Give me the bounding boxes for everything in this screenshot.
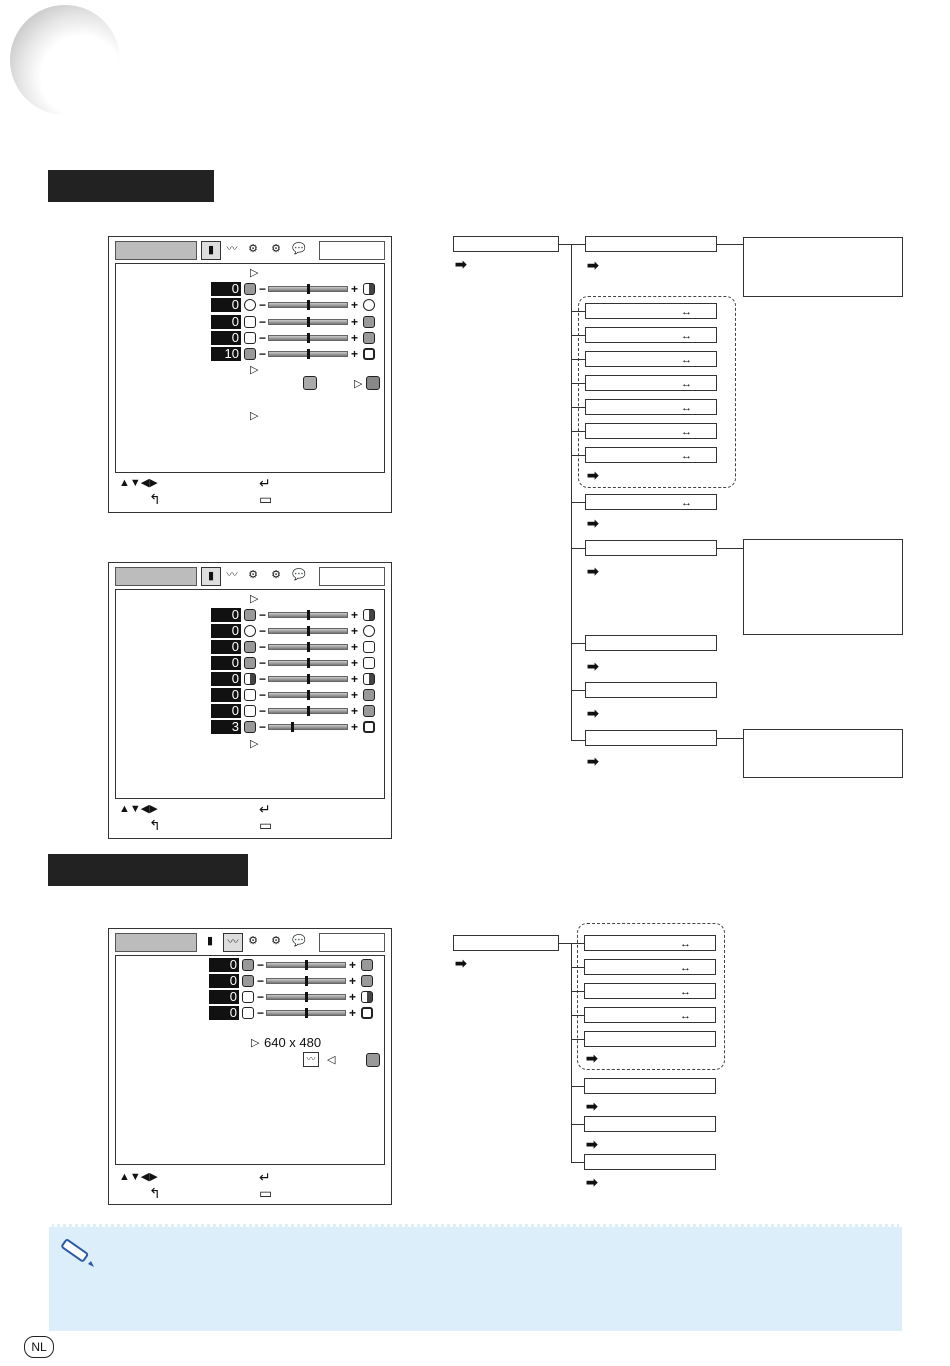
value-display: 0 [211, 282, 241, 296]
minus-sign: − [259, 315, 267, 329]
tint-high-icon [363, 657, 375, 669]
slider-bar[interactable] [268, 676, 348, 682]
arrow-icon: ➡ [455, 955, 467, 971]
red-high-icon [363, 689, 375, 701]
slider-knob[interactable] [305, 1008, 308, 1018]
bright-high-icon [363, 299, 375, 311]
back-icon: ↰ [149, 817, 161, 833]
arrow-icon: ➡ [455, 256, 467, 272]
osd-panel-picture-1 [108, 236, 392, 513]
enter-icon: ↵ [259, 801, 271, 817]
slider-knob[interactable] [305, 960, 308, 970]
connector [717, 548, 743, 549]
swap-icon: ↔ [681, 378, 692, 390]
adjust-row[interactable] [211, 688, 387, 702]
minus-sign: − [259, 347, 267, 361]
tree-item-box[interactable] [585, 423, 717, 439]
contrast-low-icon [244, 609, 256, 621]
slider-knob[interactable] [307, 658, 310, 668]
slider-knob[interactable] [291, 722, 294, 732]
osd-content-area [115, 263, 385, 473]
minus-sign: − [257, 990, 265, 1004]
nav-arrows-icon: ▲▼◀▶ [119, 477, 158, 489]
sync-tab-icon[interactable]: 〰 [223, 933, 243, 952]
slider-knob[interactable] [307, 349, 310, 359]
section-bar-picture [48, 170, 214, 202]
slider-bar[interactable] [268, 302, 348, 308]
slider-bar[interactable] [266, 962, 346, 968]
osd-input-box [319, 933, 385, 952]
language-tab-icon[interactable]: 💬 [292, 569, 306, 581]
enter-icon: ↵ [259, 475, 271, 491]
slider-knob[interactable] [307, 610, 310, 620]
sync-tab-icon[interactable]: 〰 [226, 569, 238, 581]
slider-knob[interactable] [307, 674, 310, 684]
slider-bar[interactable] [268, 628, 348, 634]
connector [571, 1162, 584, 1163]
arrow-icon: ➡ [587, 257, 599, 273]
pointer-icon: ▷ [250, 267, 259, 279]
red-low-icon [244, 316, 256, 328]
tree-item-box[interactable] [585, 730, 717, 746]
plus-sign: + [349, 958, 357, 972]
connector [571, 311, 585, 312]
adjust-row[interactable] [211, 282, 387, 296]
tree-item-box[interactable] [584, 935, 716, 951]
tree-item-box[interactable] [585, 635, 717, 651]
swap-icon: ↔ [681, 306, 692, 318]
connector [571, 740, 585, 741]
arrow-icon: ➡ [587, 705, 599, 721]
slider-knob[interactable] [307, 642, 310, 652]
plus-sign: + [351, 298, 359, 312]
tint-low-icon [244, 657, 256, 669]
slider-bar[interactable] [268, 351, 348, 357]
plus-sign: + [349, 1006, 357, 1020]
connector [571, 991, 584, 992]
tree-item-box[interactable] [585, 399, 717, 415]
slider-bar[interactable] [268, 708, 348, 714]
menu-icon: ▭ [259, 491, 273, 507]
swap-icon: ↔ [681, 450, 692, 462]
connector [571, 335, 585, 336]
description-box [743, 539, 903, 635]
swap-icon: ↔ [681, 402, 692, 414]
minus-sign: − [259, 656, 267, 670]
slider-bar[interactable] [268, 319, 348, 325]
blue-low-icon [244, 705, 256, 717]
slider-knob[interactable] [307, 706, 310, 716]
slider-bar[interactable] [268, 692, 348, 698]
sync-tab-icon[interactable]: 〰 [226, 243, 238, 255]
contrast-low-icon [244, 283, 256, 295]
menu-icon: ▭ [259, 1185, 273, 1201]
left-pointer-icon: ◁ [327, 1054, 336, 1066]
sharp-high-icon [363, 673, 375, 685]
slider-knob[interactable] [307, 284, 310, 294]
pointer-icon: ▷ [250, 738, 259, 750]
connector [717, 738, 743, 739]
blue-high-icon [363, 705, 375, 717]
plus-sign: + [351, 282, 359, 296]
plus-sign: + [351, 720, 359, 734]
tree-trunk [571, 244, 572, 740]
swap-icon: ↔ [681, 354, 692, 366]
minus-sign: − [259, 282, 267, 296]
minus-sign: − [259, 331, 267, 345]
minus-sign: − [259, 624, 267, 638]
section-bar-fine-sync [48, 854, 248, 886]
arrow-icon: ➡ [587, 658, 599, 674]
language-tab-icon[interactable]: 💬 [292, 935, 306, 947]
swap-icon: ↔ [680, 938, 691, 950]
clock-low-icon [242, 959, 254, 971]
sharp-high-icon [363, 348, 375, 360]
tree-root-box [453, 935, 559, 951]
adjust-row[interactable] [211, 331, 387, 345]
arrow-icon: ➡ [586, 1174, 598, 1190]
adjust-row[interactable] [211, 720, 387, 734]
osd-panel-picture-2 [108, 562, 392, 839]
tree-item-box[interactable] [585, 303, 717, 319]
enter-icon: ↵ [259, 1169, 271, 1185]
pencil-icon [58, 1238, 98, 1270]
swap-icon: ↔ [680, 1010, 691, 1022]
connector [571, 548, 585, 549]
hpos-high-icon [361, 991, 373, 1003]
color-high-icon [363, 641, 375, 653]
connector [571, 359, 585, 360]
minus-sign: − [259, 704, 267, 718]
value-display: 0 [211, 624, 241, 638]
adjust-row[interactable] [211, 656, 387, 670]
tree-item-box[interactable] [585, 375, 717, 391]
value-display: 0 [211, 608, 241, 622]
minus-sign: − [257, 974, 265, 988]
slider-bar[interactable] [268, 335, 348, 341]
slider-knob[interactable] [307, 333, 310, 343]
minus-sign: − [259, 672, 267, 686]
pointer-icon: ▷ [250, 593, 259, 605]
connector [571, 1039, 584, 1040]
adjust-row[interactable] [211, 704, 387, 718]
value-display: 0 [211, 640, 241, 654]
value-display: 0 [211, 656, 241, 670]
nav-arrows-icon: ▲▼◀▶ [119, 1171, 158, 1183]
minus-sign: − [259, 688, 267, 702]
value-display: 0 [209, 990, 239, 1004]
options2-tab-icon[interactable]: ⚙ [271, 569, 281, 581]
slider-bar[interactable] [268, 660, 348, 666]
value-display: 0 [211, 315, 241, 329]
progressive-icon [303, 376, 317, 390]
swap-icon: ↔ [680, 986, 691, 998]
plus-sign: + [351, 704, 359, 718]
value-display: 0 [211, 298, 241, 312]
osd-content-area [115, 955, 385, 1165]
vpos-high-icon [361, 1007, 373, 1019]
bright-high-icon [363, 625, 375, 637]
adjust-row[interactable] [209, 1006, 385, 1020]
tree-item-box[interactable] [584, 983, 716, 999]
minus-sign: − [257, 1006, 265, 1020]
plus-sign: + [349, 990, 357, 1004]
tree-root-box [453, 236, 559, 252]
minus-sign: − [259, 608, 267, 622]
value-display: 0 [211, 331, 241, 345]
plus-sign: + [351, 624, 359, 638]
description-box [743, 237, 903, 297]
back-icon: ↰ [149, 491, 161, 507]
adjust-row[interactable] [209, 958, 385, 972]
swap-icon: ↔ [681, 426, 692, 438]
value-display: 3 [211, 720, 241, 734]
contrast-high-icon [363, 283, 375, 295]
value-display: 0 [209, 958, 239, 972]
blue-low-icon [244, 332, 256, 344]
tree-item-box[interactable] [585, 236, 717, 252]
description-box [743, 729, 903, 778]
adjust-row[interactable] [211, 608, 387, 622]
plus-sign: + [351, 331, 359, 345]
connector [571, 383, 585, 384]
value-display: 0 [209, 1006, 239, 1020]
options1-tab-icon[interactable]: ⚙ [248, 935, 258, 947]
options1-tab-icon[interactable]: ⚙ [248, 243, 258, 255]
adjust-row[interactable] [211, 315, 387, 329]
resolution-value: 640 x 480 [264, 1035, 322, 1050]
sharp-high-icon [363, 721, 375, 733]
plus-sign: + [351, 315, 359, 329]
connector [571, 643, 585, 644]
connector [571, 967, 584, 968]
tree-item-box[interactable] [585, 327, 717, 343]
slider-knob[interactable] [307, 690, 310, 700]
swap-icon: ↔ [681, 497, 692, 509]
arrow-icon: ➡ [586, 1136, 598, 1152]
osd-menu-title [115, 241, 197, 260]
tree-trunk [571, 943, 572, 1162]
tree-item-box[interactable] [585, 447, 717, 463]
tree-item-box[interactable] [584, 959, 716, 975]
connector [571, 431, 585, 432]
picture-tab-icon[interactable]: ▮ [201, 567, 221, 586]
red-low-icon [244, 689, 256, 701]
osd-menu-title [115, 933, 197, 952]
value-display: 0 [211, 704, 241, 718]
phase-low-icon [242, 975, 254, 987]
nav-arrows-icon: ▲▼◀▶ [119, 803, 158, 815]
hpos-low-icon [242, 991, 254, 1003]
tree-item-box[interactable] [585, 494, 717, 510]
slider-knob[interactable] [307, 300, 310, 310]
bright-low-icon [244, 625, 256, 637]
adjust-row[interactable] [211, 624, 387, 638]
sharp-low-icon [244, 348, 256, 360]
swap-icon: ↔ [680, 962, 691, 974]
language-tab-icon[interactable]: 💬 [292, 243, 306, 255]
red-high-icon [363, 316, 375, 328]
tree-item-box[interactable] [584, 1116, 716, 1132]
osd-input-box [319, 567, 385, 586]
arrow-icon: ➡ [586, 1050, 598, 1066]
tree-item-box[interactable] [585, 351, 717, 367]
blue-high-icon [363, 332, 375, 344]
progressive-alt-icon [366, 376, 380, 390]
adjust-row[interactable] [211, 672, 387, 686]
connector [571, 1086, 584, 1087]
tree-item-box[interactable] [584, 1031, 716, 1047]
slider-bar[interactable] [266, 994, 346, 1000]
connector [571, 1124, 584, 1125]
pointer-icon: ▷ [354, 378, 363, 390]
bright-low-icon [244, 299, 256, 311]
header-decoration [10, 5, 120, 115]
pointer-icon: ▷ [251, 1037, 260, 1049]
tree-item-box[interactable] [584, 1154, 716, 1170]
connector [717, 244, 743, 245]
arrow-icon: ➡ [586, 1098, 598, 1114]
minus-sign: − [259, 720, 267, 734]
options1-tab-icon[interactable]: ⚙ [248, 569, 258, 581]
osd-panel-fine-sync [108, 928, 392, 1205]
connector [571, 690, 585, 691]
slider-knob[interactable] [305, 992, 308, 1002]
minus-sign: − [259, 640, 267, 654]
plus-sign: + [351, 672, 359, 686]
language-badge: NL [24, 1336, 54, 1358]
plus-sign: + [349, 974, 357, 988]
phase-high-icon [361, 975, 373, 987]
options2-tab-icon[interactable]: ⚙ [271, 243, 281, 255]
contrast-high-icon [363, 609, 375, 621]
osd-input-box [319, 241, 385, 260]
slider-knob[interactable] [307, 626, 310, 636]
menu-icon: ▭ [259, 817, 273, 833]
tree-item-box[interactable] [585, 540, 717, 556]
sync-icon: 〰 [303, 1052, 319, 1067]
arrow-icon: ➡ [587, 563, 599, 579]
sharp-low-icon [244, 673, 256, 685]
arrow-icon: ➡ [587, 467, 599, 483]
osd-content-area [115, 589, 385, 799]
plus-sign: + [351, 347, 359, 361]
swap-icon: ↔ [681, 330, 692, 342]
minus-sign: − [257, 958, 265, 972]
value-display: 0 [209, 974, 239, 988]
adjust-row[interactable] [211, 298, 387, 312]
vpos-low-icon [242, 1007, 254, 1019]
slider-bar[interactable] [268, 724, 348, 730]
arrow-icon: ➡ [587, 753, 599, 769]
value-display: 0 [211, 672, 241, 686]
connector [571, 407, 585, 408]
slider-bar[interactable] [266, 1010, 346, 1016]
connector [559, 244, 585, 245]
plus-sign: + [351, 688, 359, 702]
slider-knob[interactable] [307, 317, 310, 327]
adjust-row[interactable] [209, 990, 385, 1004]
adjust-row[interactable] [209, 974, 385, 988]
picture-tab-icon[interactable]: ▮ [206, 935, 214, 947]
adjust-row[interactable] [211, 640, 387, 654]
options2-tab-icon[interactable]: ⚙ [271, 935, 281, 947]
color-low-icon [244, 641, 256, 653]
plus-sign: + [351, 608, 359, 622]
pointer-icon: ▷ [250, 364, 259, 376]
clock-high-icon [361, 959, 373, 971]
slider-knob[interactable] [305, 976, 308, 986]
tree-item-box[interactable] [584, 1078, 716, 1094]
minus-sign: − [259, 298, 267, 312]
value-display: 0 [211, 688, 241, 702]
back-icon: ↰ [149, 1185, 161, 1201]
plus-sign: + [351, 656, 359, 670]
osd-menu-title [115, 567, 197, 586]
connector [571, 455, 585, 456]
plus-sign: + [351, 640, 359, 654]
slider-bar[interactable] [268, 286, 348, 292]
connector [571, 1015, 584, 1016]
picture-tab-icon[interactable]: ▮ [201, 241, 221, 260]
value-display: 10 [211, 347, 241, 361]
note-box [49, 1224, 902, 1331]
arrow-icon: ➡ [587, 515, 599, 531]
tree-item-box[interactable] [585, 682, 717, 698]
sharp-low-icon [244, 721, 256, 733]
slider-bar[interactable] [268, 612, 348, 618]
pointer-icon: ▷ [250, 410, 259, 422]
slider-bar[interactable] [268, 644, 348, 650]
adjust-row[interactable] [211, 347, 387, 361]
connector [571, 502, 585, 503]
slider-bar[interactable] [266, 978, 346, 984]
auto-sync-icon [366, 1053, 380, 1067]
tree-item-box[interactable] [584, 1007, 716, 1023]
